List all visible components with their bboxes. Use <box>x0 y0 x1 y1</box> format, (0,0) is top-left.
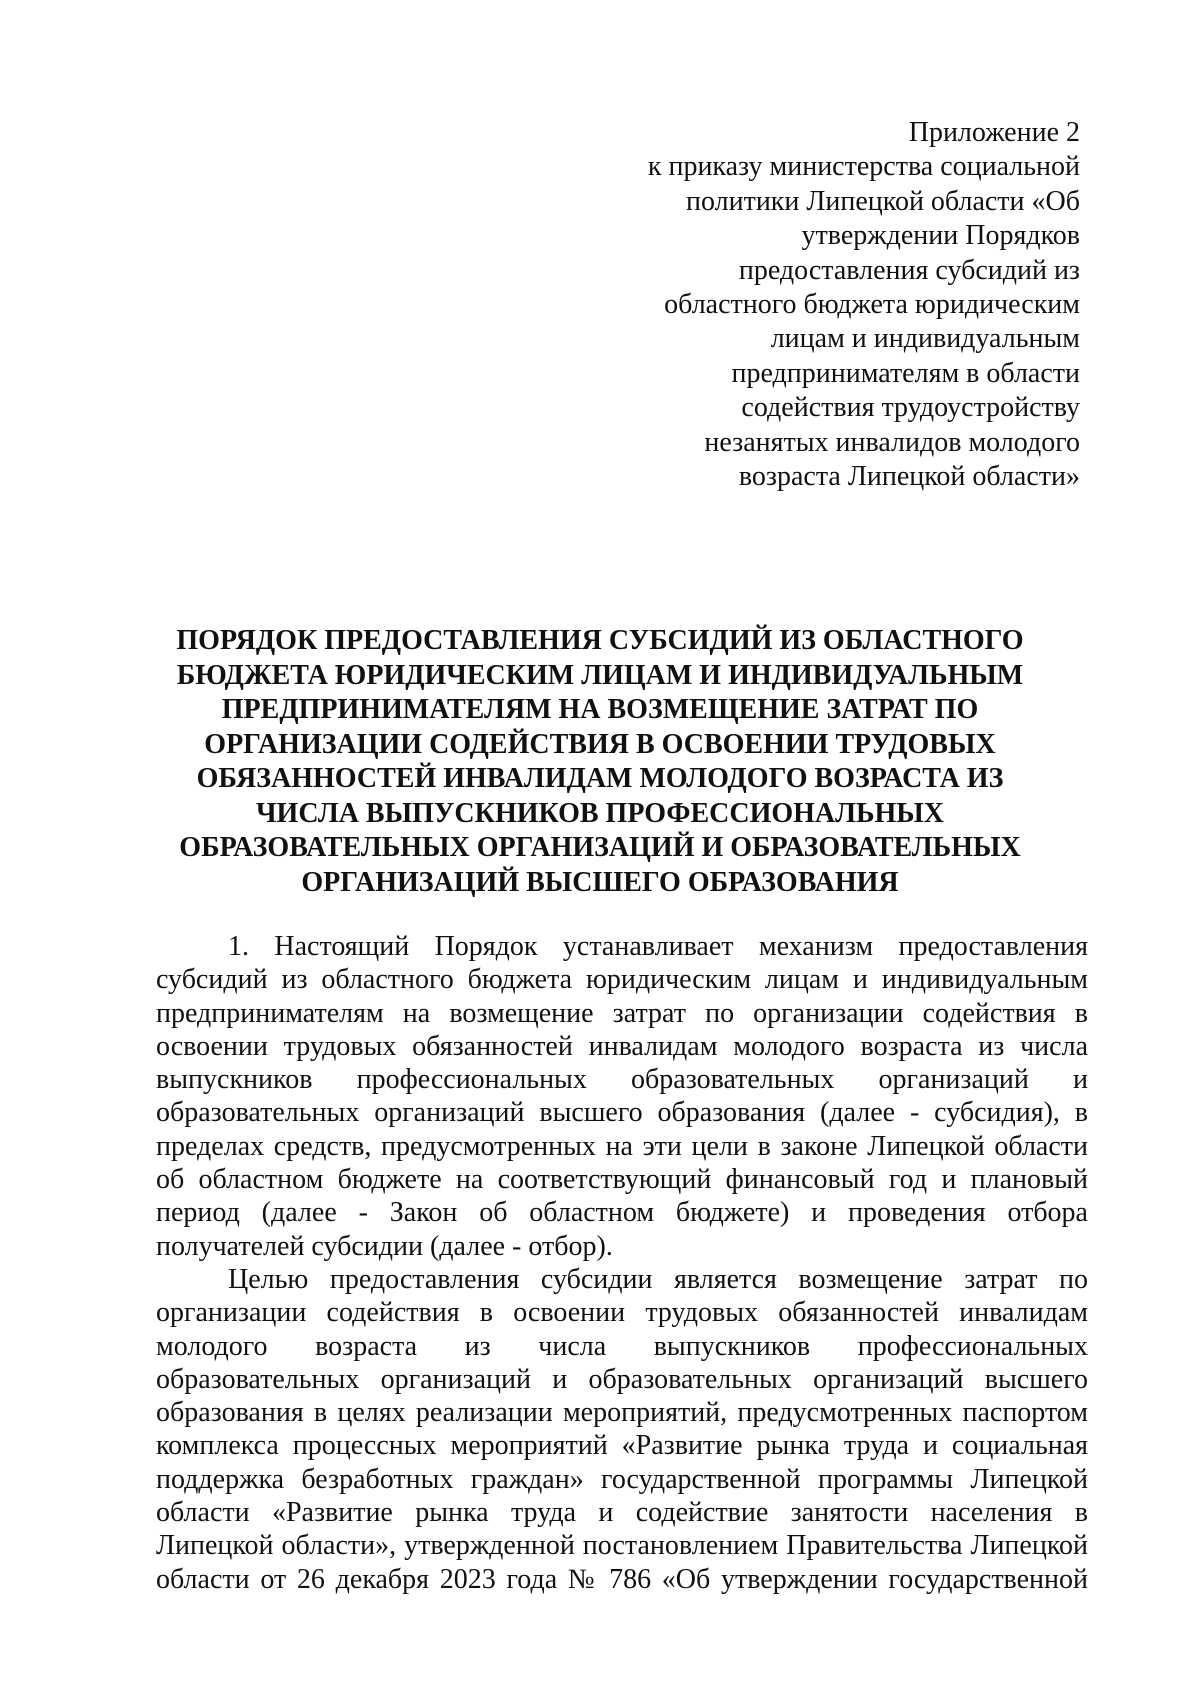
title-line: ПРЕДПРИНИМАТЕЛЯМ НА ВОЗМЕЩЕНИЕ ЗАТРАТ ПО <box>221 694 979 725</box>
paragraph-line: образовательных организаций и образовательных организаций высшего <box>156 1363 1088 1395</box>
appendix-line: утверждении Порядков <box>801 220 1080 252</box>
document-title <box>140 624 1060 900</box>
title-line: ЧИСЛА ВЫПУСКНИКОВ ПРОФЕССИОНАЛЬНЫХ <box>255 797 944 829</box>
paragraph-line: получателей субсидии (далее - отбор). <box>156 1230 613 1262</box>
appendix-line: Приложение 2 <box>908 117 1080 148</box>
paragraph-2 <box>156 1263 1088 1596</box>
paragraph-line: Целью предоставления субсидии является возмещение затрат по <box>228 1263 1088 1295</box>
appendix-line: содействия трудоустройству <box>741 392 1080 424</box>
paragraph-line: организации содействия в освоении трудовых обязанностей инвалидам <box>156 1297 1088 1329</box>
appendix-line: лицам и индивидуальным <box>770 323 1080 355</box>
paragraph-line: субсидий из областного бюджета юридическим лицам и индивидуальным <box>156 964 1088 996</box>
appendix-reference <box>620 116 1080 494</box>
paragraph-line: пределах средств, предусмотренных на эти цели в законе Липецкой области <box>156 1130 1088 1162</box>
appendix-line: предпринимателям в области <box>731 357 1080 389</box>
title-line: БЮДЖЕТА ЮРИДИЧЕСКИМ ЛИЦАМ И ИНДИВИДУАЛЬНЫМ <box>176 659 1024 691</box>
appendix-line: к приказу министерства социальной <box>647 151 1080 183</box>
paragraph-line: выпускников профессиональных образовательных организаций и <box>156 1064 1088 1096</box>
paragraph-line: области от 26 декабря 2023 года № 786 «Об утверждении государственной <box>156 1563 1088 1595</box>
paragraph-line: период (далее - Закон об областном бюджете) и проведения отбора <box>156 1197 1088 1229</box>
appendix-line: областного бюджета юридическим <box>664 289 1080 321</box>
title-line: ОРГАНИЗАЦИИ СОДЕЙСТВИЯ В ОСВОЕНИИ ТРУДОВЫХ <box>204 728 996 760</box>
title-line: ОРГАНИЗАЦИЙ ВЫСШЕГО ОБРАЗОВАНИЯ <box>301 866 899 898</box>
paragraph-line: предпринимателям на возмещение затрат по организации содействия в <box>156 997 1088 1029</box>
appendix-line: возраста Липецкой области» <box>738 461 1080 493</box>
paragraph-1 <box>156 930 1088 1263</box>
title-line: ОБРАЗОВАТЕЛЬНЫХ ОРГАНИЗАЦИЙ И ОБРАЗОВАТЕЛЬНЫХ <box>179 832 1021 863</box>
paragraph-line: образовательных организаций высшего образования (далее - субсидия), в <box>156 1097 1088 1129</box>
paragraph-line: Липецкой области», утвержденной постановлением Правительства Липецкой <box>156 1530 1088 1562</box>
paragraph-line: молодого возраста из числа выпускников профессиональных <box>156 1330 1088 1362</box>
title-line: ОБЯЗАННОСТЕЙ ИНВАЛИДАМ МОЛОДОГО ВОЗРАСТА ИЗ <box>196 763 1004 794</box>
paragraph-line: области «Развитие рынка труда и содействие занятости населения в <box>156 1497 1088 1529</box>
paragraph-line: поддержка безработных граждан» государственной программы Липецкой <box>156 1463 1088 1495</box>
paragraph-line: об областном бюджете на соответствующий финансовый год и плановый <box>156 1164 1088 1196</box>
document-body <box>156 930 1088 1596</box>
appendix-line: незанятых инвалидов молодого <box>704 426 1080 458</box>
paragraph-line: освоении трудовых обязанностей инвалидам молодого возраста из числа <box>156 1030 1088 1062</box>
paragraph-line: образования в целях реализации мероприятий, предусмотренных паспортом <box>156 1397 1088 1429</box>
paragraph-line: комплекса процессных мероприятий «Развитие рынка труда и социальная <box>156 1430 1088 1462</box>
paragraph-line: 1. Настоящий Порядок устанавливает механизм предоставления <box>228 931 1088 962</box>
appendix-line: политики Липецкой области «Об <box>686 185 1080 217</box>
title-line: ПОРЯДОК ПРЕДОСТАВЛЕНИЯ СУБСИДИЙ ИЗ ОБЛАСТНОГО <box>176 625 1024 656</box>
appendix-line: предоставления субсидий из <box>738 254 1080 286</box>
